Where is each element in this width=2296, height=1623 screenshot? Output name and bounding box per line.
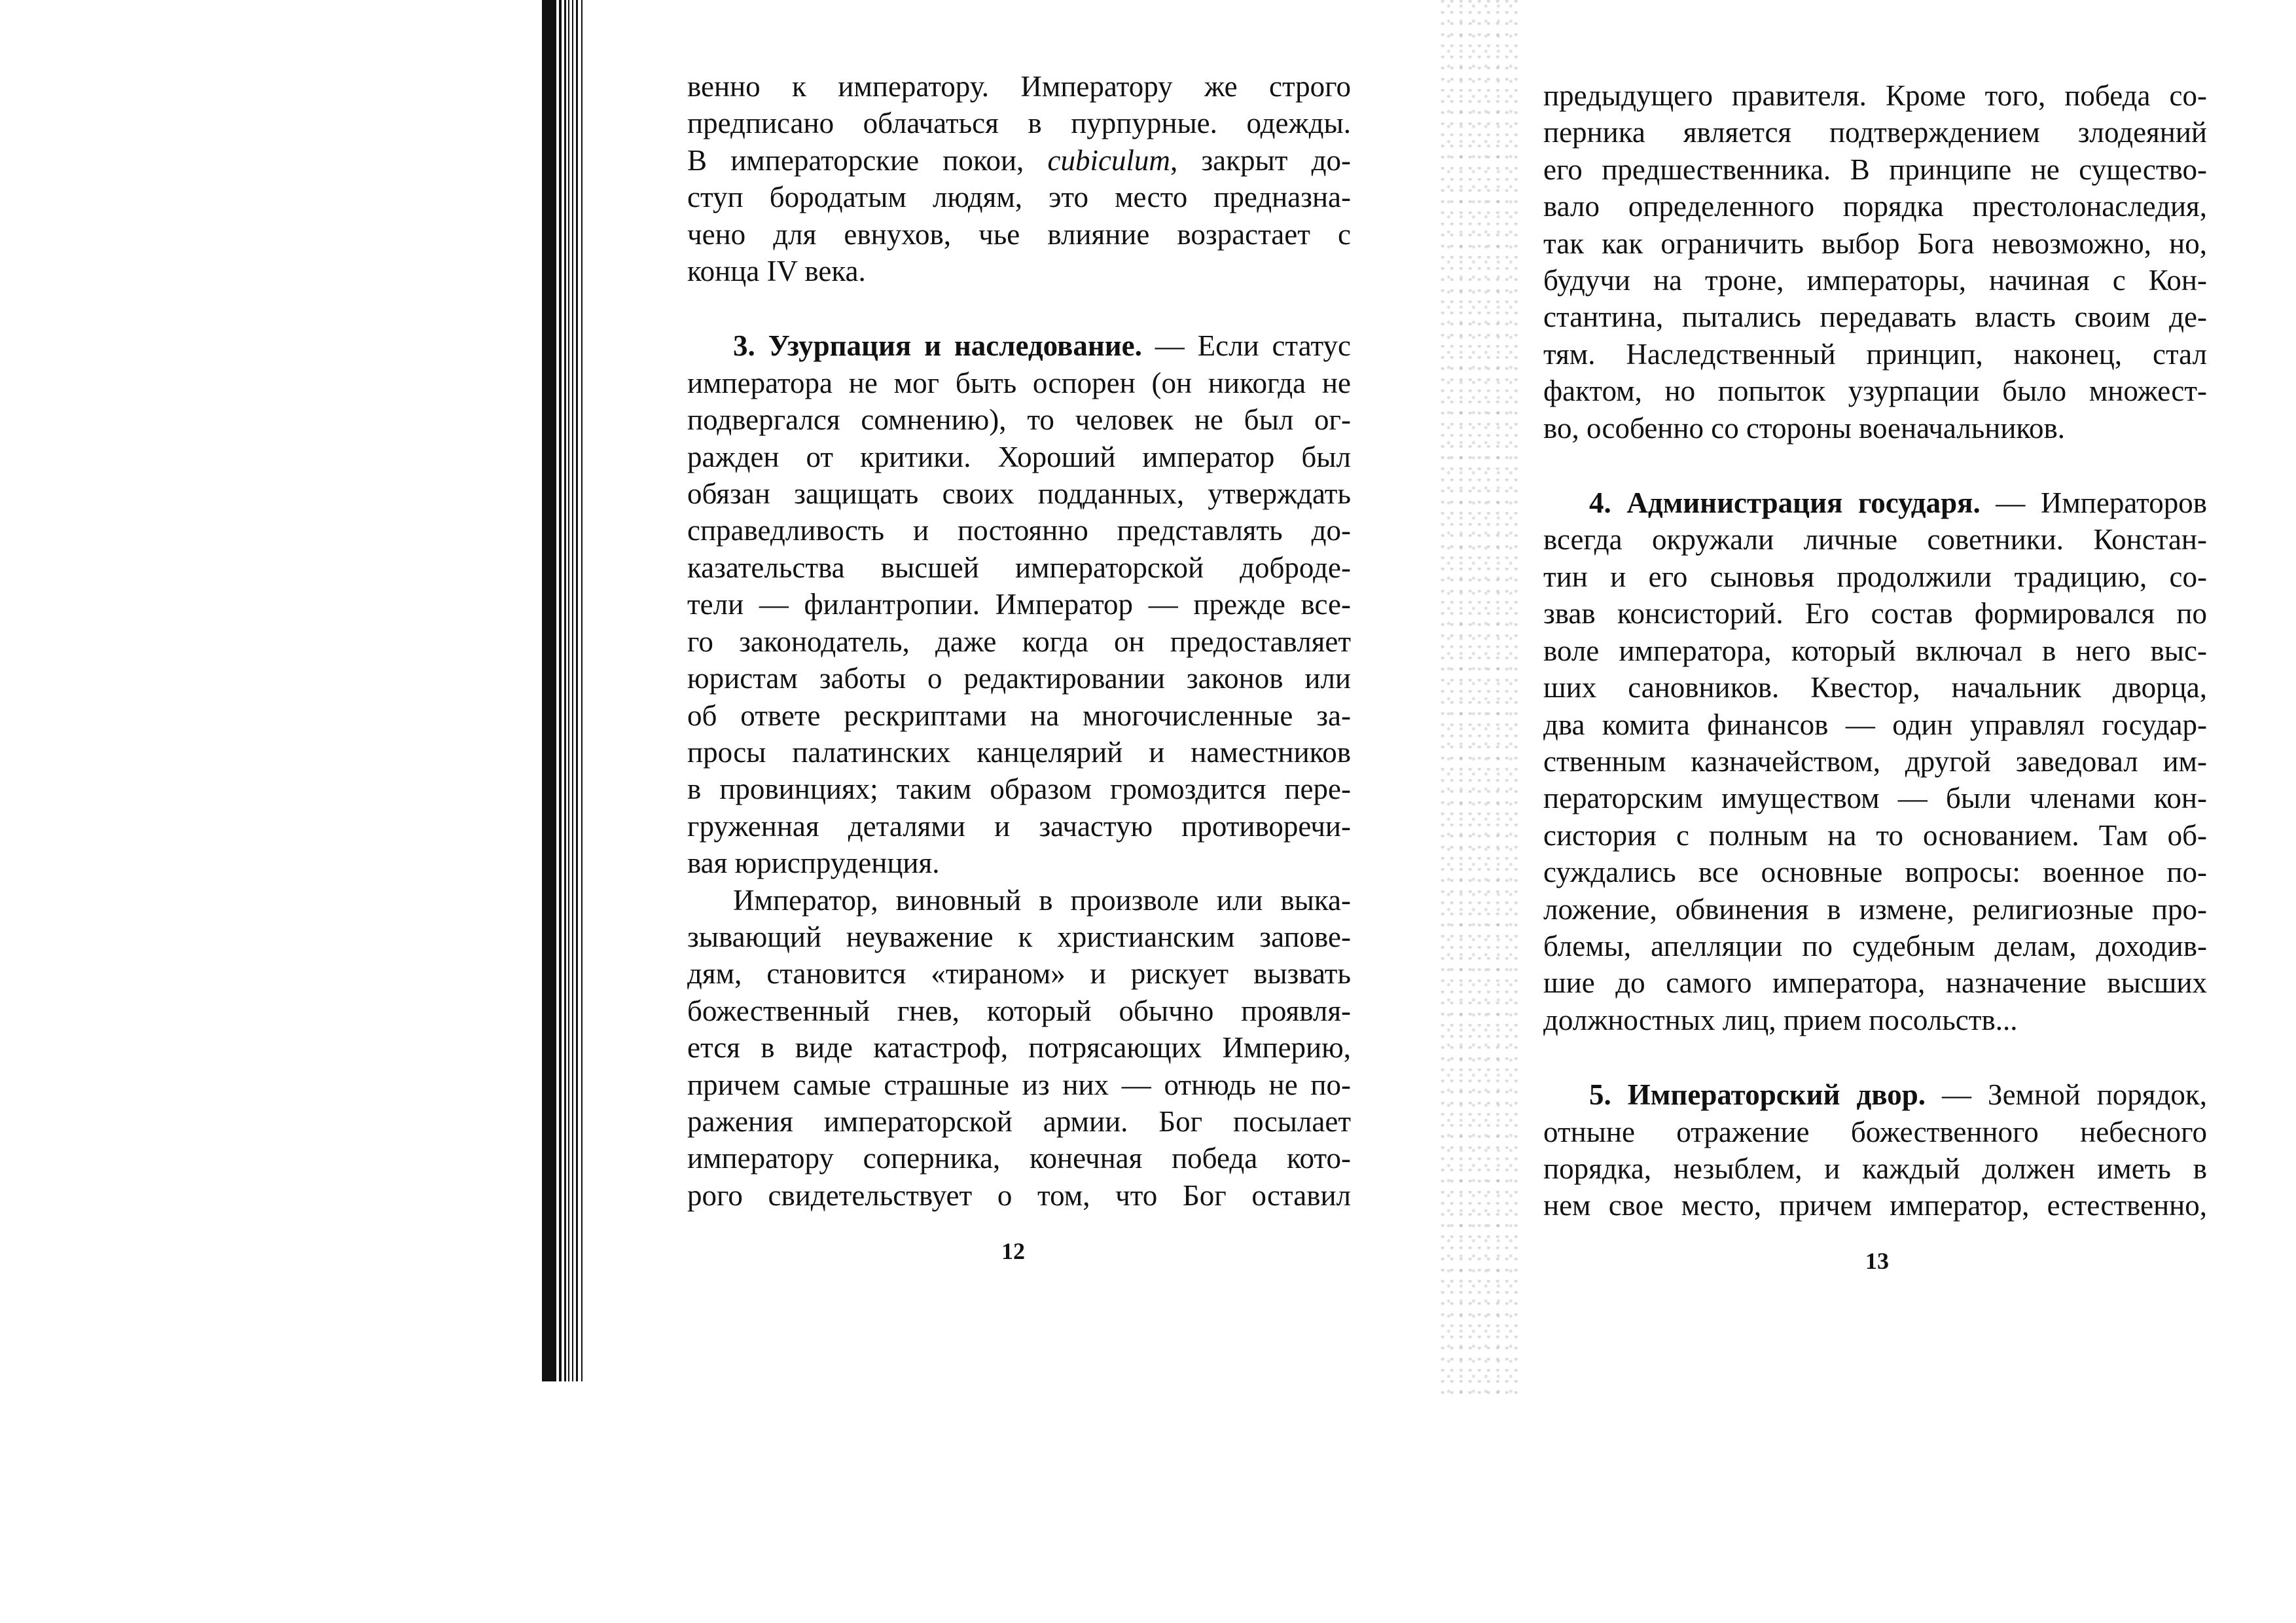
text-line: императора не мог быть оспорен (он никогда не	[687, 366, 1351, 399]
text-line: Император, виновный в произволе или выка-	[733, 883, 1351, 917]
text-line: ражения императорской армии. Бог посылает	[687, 1104, 1351, 1138]
text-line: причем самые страшные из них — отнюдь не по-	[687, 1068, 1351, 1101]
text-line: вало определенного порядка престолонаследия,	[1543, 190, 2207, 223]
text-line: во, особенно со стороны военачальников.	[1543, 411, 2065, 445]
text-line: шие до самого императора, назначение высших	[1543, 966, 2207, 1000]
text-line: фактом, но попыток узурпации было множест-	[1543, 374, 2207, 408]
text-line: отныне отражение божественного небесного	[1543, 1115, 2207, 1148]
text-line: так как ограничить выбор Бога невозможно, но,	[1543, 227, 2207, 260]
text-line: просы палатинских канцелярий и наместников	[687, 735, 1351, 769]
section-heading-line: 3. Узурпация и наследование. — Если статус	[733, 329, 1351, 363]
text-line: об ответе рескриптами на многочисленные за-	[687, 699, 1351, 732]
text-line: го законодатель, даже когда он предоставляет	[687, 625, 1351, 658]
text-line: конца IV века.	[687, 255, 866, 288]
text-line: В императорские покои, cubiculum, закрыт до-	[687, 143, 1351, 177]
text-line: тям. Наследственный принцип, наконец, стал	[1543, 337, 2207, 371]
text-line: юристам заботы о редактировании законов или	[687, 662, 1351, 695]
text-line: систория с полным на то основанием. Там об-	[1543, 818, 2207, 852]
text-line: нем свое место, причем император, естественно,	[1543, 1189, 2207, 1222]
text-line: зывающий неуважение к христианским запове-	[687, 920, 1351, 953]
text-line: два комита финансов — один управлял государ-	[1543, 708, 2207, 741]
text-line: воле императора, который включал в него выс-	[1543, 634, 2207, 667]
italic-term: cubiculum	[1047, 143, 1170, 177]
text-line: его предшественника. В принципе не существо-	[1543, 153, 2207, 186]
left-page	[687, 68, 1351, 1214]
book-spine	[542, 0, 594, 1381]
section-heading-line: 5. Императорский двор. — Земной порядок,	[1589, 1078, 2207, 1112]
text-line: предыдущего правителя. Кроме того, победа со-	[1543, 79, 2207, 112]
text-line: императору соперника, конечная победа кото-	[687, 1142, 1351, 1175]
text-line: звав консисторий. Его состав формировался по	[1543, 597, 2207, 630]
text-line: блемы, апелляции по судебным делам, доходив-	[1543, 929, 2207, 962]
text-line: предписано облачаться в пурпурные. одежды.	[687, 107, 1351, 140]
page-gutter-noise	[1440, 0, 1518, 1395]
right-page	[1543, 77, 2207, 1224]
text-line: должностных лиц, прием посольств...	[1543, 1003, 2018, 1036]
page-number-left: 12	[1001, 1238, 1025, 1264]
text-line: ператорским имуществом — были членами кон-	[1543, 782, 2207, 815]
text-line: перника является подтверждением злодеяний	[1543, 116, 2207, 149]
text-line: в провинциях; таким образом громоздится пере-	[687, 773, 1351, 806]
text-line: груженная деталями и зачастую противоречи-	[687, 809, 1351, 843]
text-line: тели — филантропии. Император — прежде все-	[687, 588, 1351, 621]
text-line: тин и его сыновья продолжили традицию, со-	[1543, 560, 2207, 593]
page-number-right: 13	[1865, 1248, 1889, 1274]
text-line: справедливость и постоянно представлять до-	[687, 514, 1351, 547]
section-4-heading: 4. Администрация государя.	[1589, 486, 1981, 520]
text-line: ступ бородатым людям, это место предназна-	[687, 181, 1351, 214]
text-line: всегда окружали личные советники. Констан-	[1543, 523, 2207, 556]
section-heading-line: 4. Администрация государя. — Императоров	[1589, 486, 2207, 520]
section-5-heading: 5. Императорский двор.	[1589, 1078, 1926, 1112]
section-3-heading: 3. Узурпация и наследование.	[733, 329, 1142, 363]
text-line: суждались все основные вопросы: военное по-	[1543, 856, 2207, 889]
text-line: венно к императору. Императору же строго	[687, 70, 1351, 103]
text-line: порядка, незыблем, и каждый должен иметь в	[1543, 1152, 2207, 1185]
text-line: подвергался сомнению), то человек не был ог-	[687, 403, 1351, 437]
text-line: стантина, пытались передавать власть своим де-	[1543, 301, 2207, 334]
text-line: будучи на троне, императоры, начиная с Кон-	[1543, 264, 2207, 297]
text-line: казательства высшей императорской доброде-	[687, 551, 1351, 584]
text-line: дям, становится «тираном» и рискует вызвать	[687, 957, 1351, 991]
text-line: ложение, обвинения в измене, религиозные про-	[1543, 892, 2207, 926]
text-line: ражден от критики. Хороший император был	[687, 440, 1351, 473]
text-line: ших сановников. Квестор, начальник дворца,	[1543, 671, 2207, 704]
text-line: вая юриспруденция.	[687, 847, 940, 880]
text-line: ственным казначейством, другой заведовал им-	[1543, 744, 2207, 778]
text-line: обязан защищать своих подданных, утверждать	[687, 477, 1351, 511]
text-line: чено для евнухов, чье влияние возрастает с	[687, 217, 1351, 251]
text-line: рого свидетельствует о том, что Бог оставил	[687, 1178, 1351, 1212]
text-line: божественный гнев, который обычно проявля-	[687, 994, 1351, 1027]
text-line: ется в виде катастроф, потрясающих Империю,	[687, 1031, 1351, 1065]
